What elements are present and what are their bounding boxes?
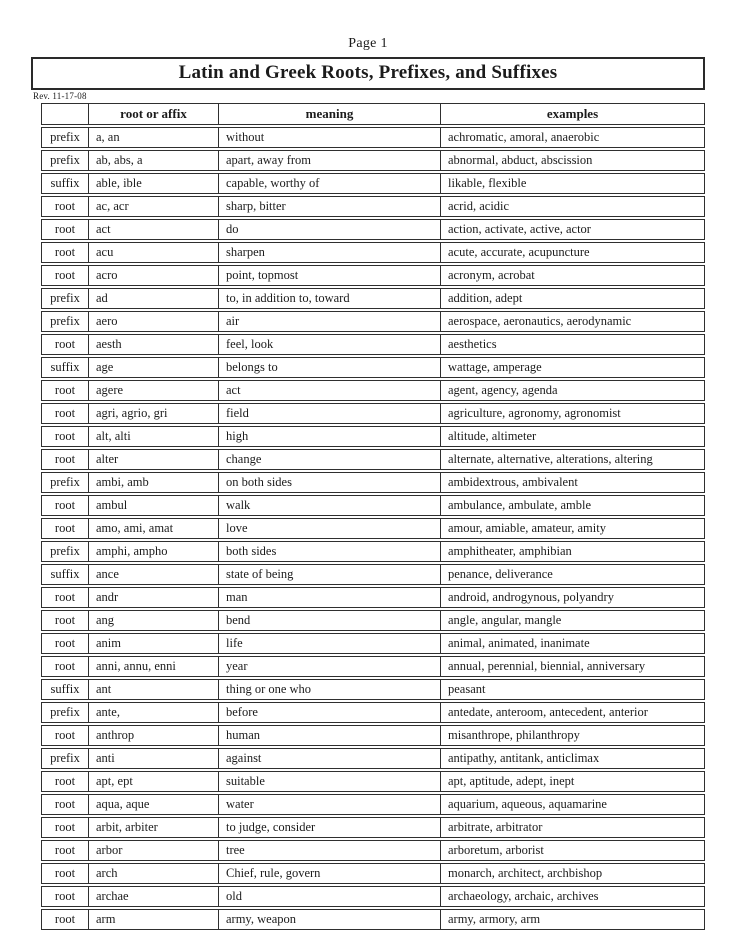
table-row: [41, 219, 705, 240]
cell-meaning: Chief, rule, govern: [218, 863, 440, 884]
cell-meaning: suitable: [218, 771, 440, 792]
roots-table-body: [41, 127, 705, 930]
table-row: [41, 817, 705, 838]
cell-type: root: [41, 633, 88, 654]
cell-type: prefix: [41, 541, 88, 562]
cell-type: root: [41, 909, 88, 930]
roots-table-header: [41, 103, 705, 125]
cell-type: prefix: [41, 472, 88, 493]
cell-meaning: against: [218, 748, 440, 769]
cell-type: root: [41, 334, 88, 355]
cell-type: suffix: [41, 564, 88, 585]
cell-meaning: capable, worthy of: [218, 173, 440, 194]
cell-meaning: without: [218, 127, 440, 148]
cell-root-or-affix: agere: [88, 380, 218, 401]
header-row: [41, 103, 705, 125]
cell-examples: action, activate, active, actor: [440, 219, 705, 240]
cell-root-or-affix: aesth: [88, 334, 218, 355]
cell-type: root: [41, 817, 88, 838]
cell-examples: android, androgynous, polyandry: [440, 587, 705, 608]
cell-examples: acute, accurate, acupuncture: [440, 242, 705, 263]
cell-type: root: [41, 495, 88, 516]
table-row: [41, 610, 705, 631]
cell-meaning: year: [218, 656, 440, 677]
cell-root-or-affix: ance: [88, 564, 218, 585]
cell-root-or-affix: aero: [88, 311, 218, 332]
cell-root-or-affix: andr: [88, 587, 218, 608]
cell-examples: acronym, acrobat: [440, 265, 705, 286]
cell-meaning: human: [218, 725, 440, 746]
cell-examples: amour, amiable, amateur, amity: [440, 518, 705, 539]
cell-meaning: before: [218, 702, 440, 723]
cell-examples: monarch, architect, archbishop: [440, 863, 705, 884]
cell-examples: likable, flexible: [440, 173, 705, 194]
cell-type: prefix: [41, 127, 88, 148]
cell-type: root: [41, 380, 88, 401]
cell-meaning: state of being: [218, 564, 440, 585]
cell-examples: abnormal, abduct, abscission: [440, 150, 705, 171]
cell-root-or-affix: archae: [88, 886, 218, 907]
cell-meaning: tree: [218, 840, 440, 861]
table-row: [41, 771, 705, 792]
cell-meaning: walk: [218, 495, 440, 516]
cell-root-or-affix: arbor: [88, 840, 218, 861]
cell-examples: ambulance, ambulate, amble: [440, 495, 705, 516]
cell-examples: angle, angular, mangle: [440, 610, 705, 631]
table-row: [41, 748, 705, 769]
cell-root-or-affix: ang: [88, 610, 218, 631]
table-row: [41, 150, 705, 171]
cell-root-or-affix: a, an: [88, 127, 218, 148]
table-row: [41, 656, 705, 677]
cell-type: root: [41, 242, 88, 263]
cell-examples: aquarium, aqueous, aquamarine: [440, 794, 705, 815]
table-row: [41, 426, 705, 447]
header-root-or-affix: root or affix: [88, 103, 218, 125]
table-row: [41, 472, 705, 493]
cell-type: root: [41, 794, 88, 815]
table-row: [41, 633, 705, 654]
cell-meaning: act: [218, 380, 440, 401]
cell-type: root: [41, 840, 88, 861]
cell-root-or-affix: anni, annu, enni: [88, 656, 218, 677]
cell-meaning: sharpen: [218, 242, 440, 263]
cell-type: root: [41, 656, 88, 677]
cell-root-or-affix: act: [88, 219, 218, 240]
cell-meaning: feel, look: [218, 334, 440, 355]
cell-examples: annual, perennial, biennial, anniversary: [440, 656, 705, 677]
cell-meaning: life: [218, 633, 440, 654]
cell-meaning: to, in addition to, toward: [218, 288, 440, 309]
cell-meaning: belongs to: [218, 357, 440, 378]
cell-type: root: [41, 610, 88, 631]
table-row: [41, 725, 705, 746]
table-row: [41, 242, 705, 263]
cell-examples: aesthetics: [440, 334, 705, 355]
cell-examples: ambidextrous, ambivalent: [440, 472, 705, 493]
cell-type: root: [41, 771, 88, 792]
cell-root-or-affix: able, ible: [88, 173, 218, 194]
cell-examples: agriculture, agronomy, agronomist: [440, 403, 705, 424]
cell-meaning: to judge, consider: [218, 817, 440, 838]
cell-root-or-affix: anim: [88, 633, 218, 654]
cell-examples: addition, adept: [440, 288, 705, 309]
cell-examples: antedate, anteroom, antecedent, anterior: [440, 702, 705, 723]
cell-examples: penance, deliverance: [440, 564, 705, 585]
cell-type: root: [41, 725, 88, 746]
roots-table: [41, 101, 705, 932]
cell-meaning: old: [218, 886, 440, 907]
cell-meaning: high: [218, 426, 440, 447]
cell-examples: animal, animated, inanimate: [440, 633, 705, 654]
cell-type: root: [41, 196, 88, 217]
cell-examples: peasant: [440, 679, 705, 700]
cell-root-or-affix: amo, ami, amat: [88, 518, 218, 539]
cell-root-or-affix: amphi, ampho: [88, 541, 218, 562]
cell-root-or-affix: ad: [88, 288, 218, 309]
header-type: [41, 103, 88, 125]
cell-root-or-affix: ac, acr: [88, 196, 218, 217]
cell-root-or-affix: agri, agrio, gri: [88, 403, 218, 424]
cell-examples: wattage, amperage: [440, 357, 705, 378]
table-row: [41, 265, 705, 286]
header-meaning: meaning: [218, 103, 440, 125]
cell-examples: altitude, altimeter: [440, 426, 705, 447]
table-row: [41, 679, 705, 700]
cell-root-or-affix: arm: [88, 909, 218, 930]
table-row: [41, 564, 705, 585]
table-row: [41, 909, 705, 930]
cell-root-or-affix: arch: [88, 863, 218, 884]
cell-root-or-affix: ab, abs, a: [88, 150, 218, 171]
table-row: [41, 311, 705, 332]
cell-meaning: both sides: [218, 541, 440, 562]
cell-root-or-affix: alter: [88, 449, 218, 470]
cell-meaning: sharp, bitter: [218, 196, 440, 217]
table-row: [41, 127, 705, 148]
cell-type: suffix: [41, 357, 88, 378]
cell-examples: arboretum, arborist: [440, 840, 705, 861]
cell-root-or-affix: apt, ept: [88, 771, 218, 792]
cell-type: root: [41, 863, 88, 884]
cell-examples: apt, aptitude, adept, inept: [440, 771, 705, 792]
table-row: [41, 702, 705, 723]
table-row: [41, 886, 705, 907]
table-row: [41, 518, 705, 539]
cell-examples: arbitrate, arbitrator: [440, 817, 705, 838]
cell-type: root: [41, 219, 88, 240]
cell-examples: aerospace, aeronautics, aerodynamic: [440, 311, 705, 332]
cell-examples: archaeology, archaic, archives: [440, 886, 705, 907]
cell-meaning: change: [218, 449, 440, 470]
cell-root-or-affix: ambul: [88, 495, 218, 516]
cell-root-or-affix: anthrop: [88, 725, 218, 746]
cell-examples: acrid, acidic: [440, 196, 705, 217]
cell-meaning: man: [218, 587, 440, 608]
cell-type: prefix: [41, 288, 88, 309]
cell-type: suffix: [41, 679, 88, 700]
document-title: Latin and Greek Roots, Prefixes, and Suffixes: [31, 57, 705, 90]
cell-type: root: [41, 886, 88, 907]
table-row: [41, 541, 705, 562]
cell-type: prefix: [41, 150, 88, 171]
cell-root-or-affix: arbit, arbiter: [88, 817, 218, 838]
table-row: [41, 173, 705, 194]
table-row: [41, 403, 705, 424]
table-row: [41, 357, 705, 378]
cell-type: root: [41, 587, 88, 608]
cell-examples: achromatic, amoral, anaerobic: [440, 127, 705, 148]
page-number: Page 1: [348, 36, 388, 51]
cell-examples: amphitheater, amphibian: [440, 541, 705, 562]
revision-label: Rev. 11-17-08: [33, 91, 87, 101]
table-row: [41, 334, 705, 355]
cell-type: prefix: [41, 748, 88, 769]
cell-root-or-affix: ant: [88, 679, 218, 700]
cell-type: prefix: [41, 311, 88, 332]
table-row: [41, 380, 705, 401]
cell-examples: agent, agency, agenda: [440, 380, 705, 401]
cell-meaning: field: [218, 403, 440, 424]
table-row: [41, 495, 705, 516]
cell-type: suffix: [41, 173, 88, 194]
cell-meaning: on both sides: [218, 472, 440, 493]
header-examples: examples: [440, 103, 705, 125]
cell-meaning: love: [218, 518, 440, 539]
cell-meaning: do: [218, 219, 440, 240]
cell-root-or-affix: age: [88, 357, 218, 378]
cell-meaning: point, topmost: [218, 265, 440, 286]
cell-root-or-affix: acro: [88, 265, 218, 286]
cell-type: root: [41, 426, 88, 447]
cell-root-or-affix: acu: [88, 242, 218, 263]
cell-root-or-affix: anti: [88, 748, 218, 769]
cell-root-or-affix: aqua, aque: [88, 794, 218, 815]
cell-meaning: air: [218, 311, 440, 332]
table-row: [41, 196, 705, 217]
table-row: [41, 449, 705, 470]
cell-examples: army, armory, arm: [440, 909, 705, 930]
cell-meaning: thing or one who: [218, 679, 440, 700]
cell-meaning: water: [218, 794, 440, 815]
table-row: [41, 288, 705, 309]
cell-type: prefix: [41, 702, 88, 723]
cell-root-or-affix: ante,: [88, 702, 218, 723]
cell-examples: alternate, alternative, alterations, altering: [440, 449, 705, 470]
table-row: [41, 840, 705, 861]
cell-meaning: army, weapon: [218, 909, 440, 930]
cell-meaning: bend: [218, 610, 440, 631]
cell-type: root: [41, 403, 88, 424]
cell-type: root: [41, 518, 88, 539]
cell-examples: antipathy, antitank, anticlimax: [440, 748, 705, 769]
cell-type: root: [41, 449, 88, 470]
cell-root-or-affix: alt, alti: [88, 426, 218, 447]
cell-meaning: apart, away from: [218, 150, 440, 171]
table-row: [41, 587, 705, 608]
cell-root-or-affix: ambi, amb: [88, 472, 218, 493]
cell-type: root: [41, 265, 88, 286]
table-row: [41, 863, 705, 884]
cell-examples: misanthrope, philanthropy: [440, 725, 705, 746]
table-row: [41, 794, 705, 815]
